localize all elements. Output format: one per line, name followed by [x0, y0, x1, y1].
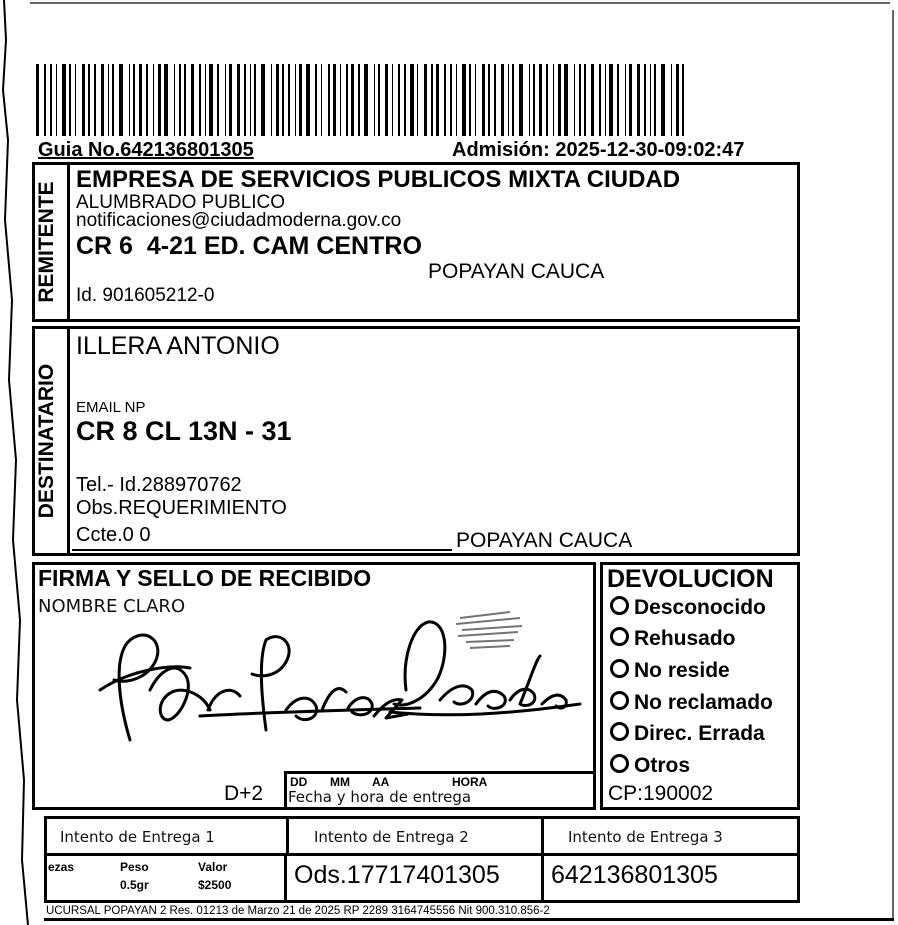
devolucion-option-no-reside[interactable]: [610, 659, 730, 683]
intento-divider: [541, 816, 544, 856]
piezas-label: ezas: [48, 860, 75, 874]
valor-value: $2500: [198, 878, 232, 892]
guia-number-bottom: 642136801305: [551, 861, 718, 889]
fecha-mm: MM: [330, 775, 350, 789]
bottom-divider: [284, 853, 287, 903]
fecha-hora: HORA: [452, 775, 488, 789]
devolucion-title: DEVOLUCION: [607, 565, 774, 593]
destinatario-tel: Tel.- Id.288970762: [76, 474, 242, 496]
option-label: Direc. Errada: [634, 722, 765, 745]
option-label: Otros: [634, 754, 691, 777]
destinatario-ciudad: POPAYAN CAUCA: [456, 529, 633, 552]
radio-circle-icon: [610, 722, 629, 741]
signature: [90, 600, 600, 760]
intento-entrega-2: Intento de Entrega 2: [314, 828, 469, 846]
remitente-direccion: CR 6 4-21 ED. CAM CENTRO: [76, 232, 422, 260]
destinatario-nombre: ILLERA ANTONIO: [76, 332, 280, 360]
fecha-dd: DD: [290, 775, 308, 789]
ccte-underline: [72, 549, 452, 551]
devolucion-cp: CP:190002: [608, 782, 714, 805]
destinatario-direccion: CR 8 CL 13N - 31: [76, 416, 292, 446]
barcode: [36, 64, 688, 136]
bottom-divider: [541, 853, 544, 903]
devolucion-option-desconocido[interactable]: [610, 596, 766, 620]
top-edge-line: [30, 2, 890, 4]
devolucion-option-no-reclamado[interactable]: [610, 691, 773, 715]
destinatario-email: EMAIL NP: [76, 399, 146, 416]
radio-circle-icon: [610, 691, 629, 710]
remitente-id: Id. 901605212-0: [76, 285, 215, 306]
remitente-empresa: EMPRESA DE SERVICIOS PUBLICOS MIXTA CIUDAD: [76, 166, 681, 193]
option-label: Rehusado: [634, 627, 736, 650]
devolucion-option-rehusado[interactable]: [610, 627, 736, 651]
destinatario-label: DESTINATARIO: [35, 363, 58, 519]
remitente-label: REMITENTE: [35, 181, 58, 303]
footer-text: UCURSAL POPAYAN 2 Res. 01213 de Marzo 21 de 2025 RP 2289 3164745556 Nit 900.310.856-2: [46, 905, 550, 917]
option-label: Desconocido: [634, 596, 766, 619]
nombre-claro-label: NOMBRE CLARO: [38, 596, 186, 617]
fecha-aa: AA: [372, 775, 390, 789]
firma-title: FIRMA Y SELLO DE RECIBIDO: [38, 565, 372, 591]
destinatario-divider: [67, 326, 70, 556]
radio-circle-icon: [610, 659, 629, 678]
valor-label: Valor: [198, 860, 228, 874]
option-label: No reclamado: [634, 691, 773, 714]
radio-circle-icon: [610, 596, 629, 615]
torn-edge: [0, 0, 30, 925]
intento-entrega-3: Intento de Entrega 3: [568, 828, 723, 846]
peso-label: Peso: [120, 860, 149, 874]
remitente-area: ALUMBRADO PUBLICO: [76, 192, 286, 213]
guia-number: Guia No.642136801305: [38, 139, 254, 161]
admision-timestamp: Admisión: 2025-12-30-09:02:47: [452, 139, 745, 161]
radio-circle-icon: [610, 627, 629, 646]
delivery-plazo: D+2: [224, 782, 264, 805]
remitente-email: notificaciones@ciudadmoderna.gov.co: [76, 210, 402, 231]
footer-rule: [44, 918, 894, 921]
intento-entrega-1: Intento de Entrega 1: [60, 828, 215, 846]
destinatario-obs: Obs.REQUERIMIENTO: [76, 497, 287, 519]
right-edge-line: [892, 10, 894, 920]
radio-circle-icon: [610, 754, 629, 773]
devolucion-option-otros[interactable]: [610, 754, 690, 778]
remitente-divider: [67, 162, 70, 322]
peso-value: 0.5gr: [120, 878, 149, 892]
destinatario-ccte: Ccte.0 0: [76, 524, 151, 546]
devolucion-option-direc-errada[interactable]: [610, 722, 765, 746]
fecha-label: Fecha y hora de entrega: [288, 788, 472, 806]
ods-number: Ods.17717401305: [294, 861, 500, 889]
intento-divider: [286, 816, 289, 856]
option-label: No reside: [634, 659, 730, 682]
remitente-ciudad: POPAYAN CAUCA: [428, 260, 605, 283]
